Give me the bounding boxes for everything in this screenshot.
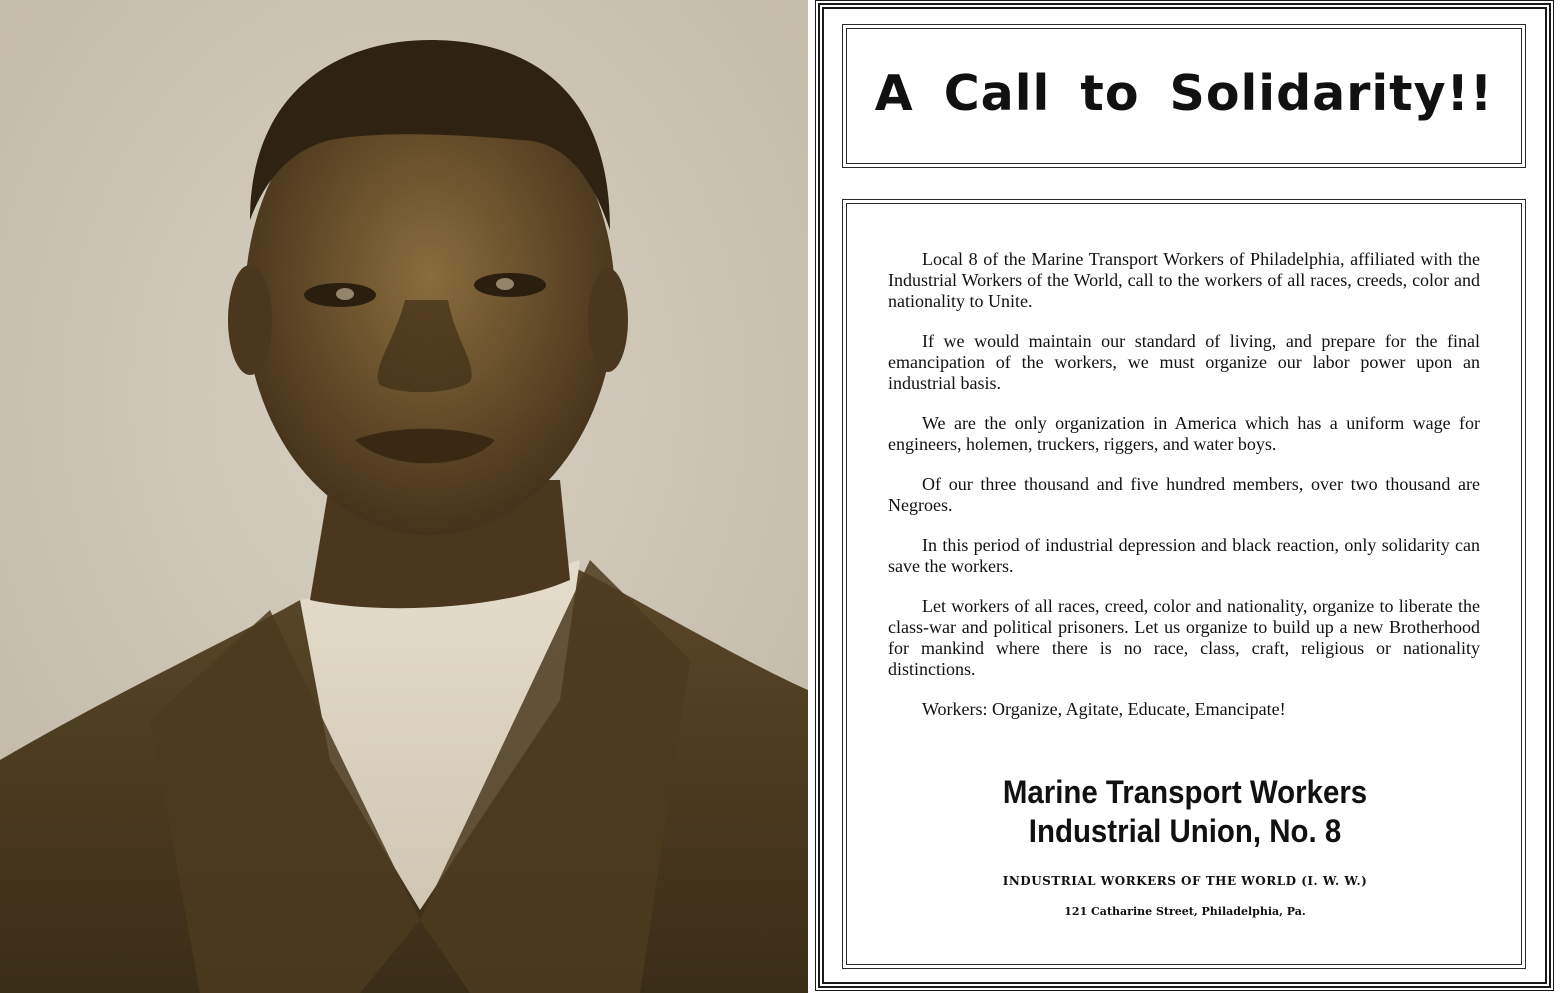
paragraph-5: In this period of industrial depression and black reaction, only solidarity can save the workers.: [888, 535, 1480, 576]
paragraph-1: Local 8 of the Marine Transport Workers of Philadelphia, affiliated with the Industrial Workers of the World, call to the workers of all races, creeds, color and nationality to Unite.: [888, 249, 1480, 311]
union-name-line2: Industrial Union, No. 8: [1028, 813, 1342, 849]
paragraph-3: We are the only organization in America which has a uniform wage for engineers, holemen, truckers, riggers, and water boys.: [888, 413, 1480, 454]
organization-name: INDUSTRIAL WORKERS OF THE WORLD (I. W. W.): [1002, 874, 1368, 888]
union-address: 121 Catharine Street, Philadelphia, Pa.: [1064, 905, 1306, 918]
union-name: [870, 773, 1499, 851]
paragraph-7: Workers: Organize, Agitate, Educate, Emancipate!: [922, 699, 1286, 719]
union-name-line1: Marine Transport Workers: [1002, 774, 1368, 810]
poster-title: A Call to Solidarity!!: [874, 64, 1494, 122]
body-text: [888, 249, 1480, 739]
solidarity-poster: [818, 0, 1560, 993]
body-box: [842, 199, 1526, 969]
panel-divider: [808, 0, 818, 993]
paragraph-6: Let workers of all races, creed, color and nationality, organize to liberate the class-war and political prisoners. Let us organize to build up a new Brotherhood for mankind where there is no race, class, craft, religious or nationality distinctions.: [888, 596, 1480, 679]
paragraph-4: Of our three thousand and five hundred members, over two thousand are Negroes.: [888, 474, 1480, 515]
title-box: [842, 24, 1526, 168]
paragraph-2: If we would maintain our standard of living, and prepare for the final emancipation of the workers, we must organize our labor power upon an industrial basis.: [888, 331, 1480, 393]
